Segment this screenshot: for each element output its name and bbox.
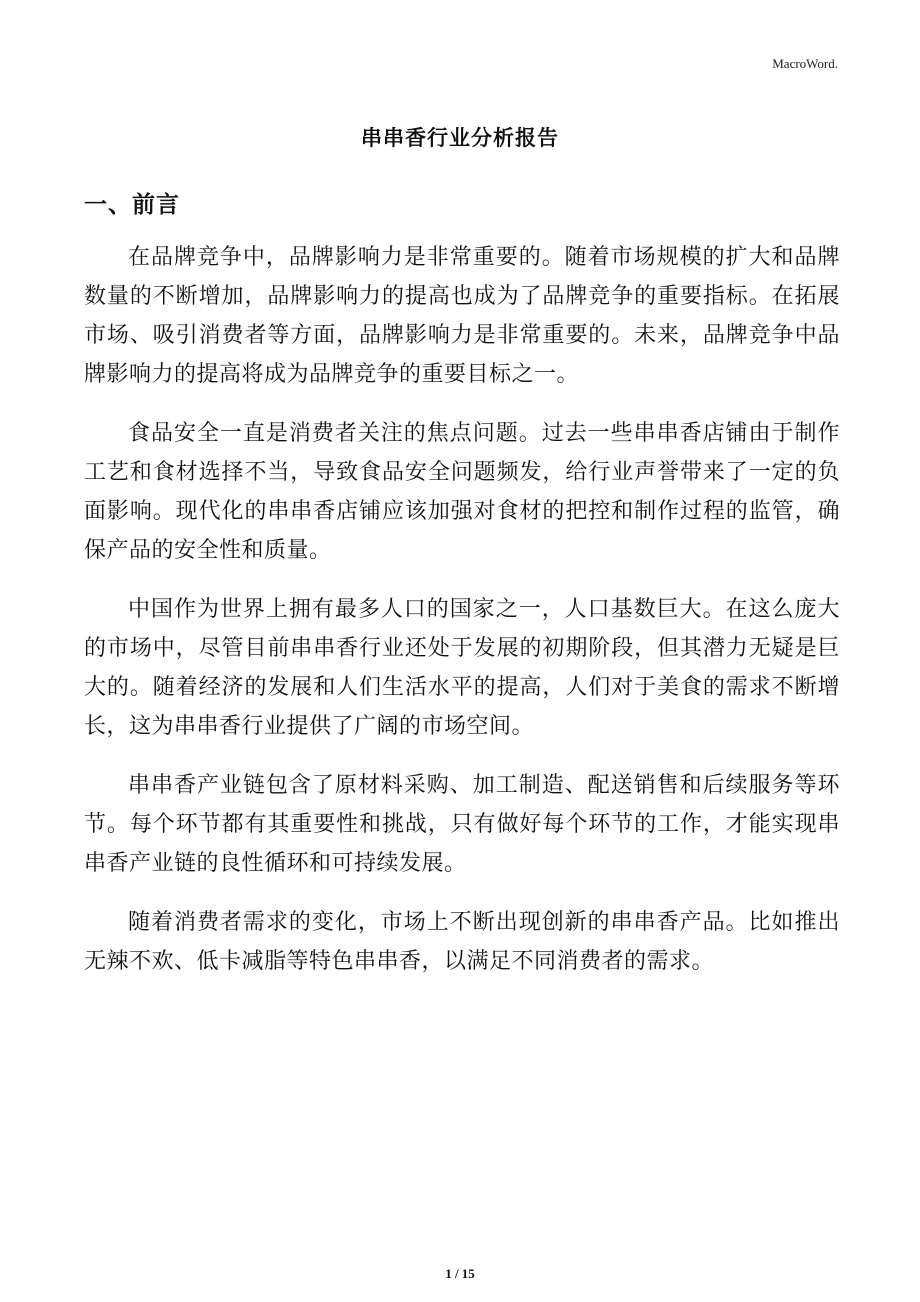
document-title: 串串香行业分析报告 bbox=[361, 126, 559, 150]
paragraph-brand-influence: 在品牌竞争中，品牌影响力是非常重要的。随着市场规模的扩大和品牌数量的不断增加，品牌影响力的提高也成为了品牌竞争的重要指标。在拓展市场、吸引消费者等方面，品牌影响力是非常重要的。未来，品牌竞争中品牌影响力的提高将成为品牌竞争的重要目标之一。 bbox=[84, 245, 840, 387]
page-number: 1 / 15 bbox=[445, 1266, 475, 1281]
header-brand: MacroWord. bbox=[772, 56, 838, 71]
paragraph-product-innovation: 随着消费者需求的变化，市场上不断出现创新的串串香产品。比如推出无辣不欢、低卡减脂等特色串串香，以满足不同消费者的需求。 bbox=[84, 910, 840, 974]
paragraph-industry-chain: 串串香产业链包含了原材料采购、加工制造、配送销售和后续服务等环节。每个环节都有其重要性和挑战，只有做好每个环节的工作，才能实现串串香产业链的良性循环和可持续发展。 bbox=[84, 773, 840, 876]
paragraph-market-potential: 中国作为世界上拥有最多人口的国家之一，人口基数巨大。在这么庞大的市场中，尽管目前串串香行业还处于发展的初期阶段，但其潜力无疑是巨大的。随着经济的发展和人们生活水平的提高，人们对于美食的需求不断增长，这为串串香行业提供了广阔的市场空间。 bbox=[84, 597, 840, 739]
paragraph-food-safety: 食品安全一直是消费者关注的焦点问题。过去一些串串香店铺由于制作工艺和食材选择不当，导致食品安全问题频发，给行业声誉带来了一定的负面影响。现代化的串串香店铺应该加强对食材的把控和制作过程的监管，确保产品的安全性和质量。 bbox=[84, 421, 840, 563]
section-heading-preface: 一、前言 bbox=[84, 192, 180, 218]
document-body bbox=[84, 238, 840, 1001]
